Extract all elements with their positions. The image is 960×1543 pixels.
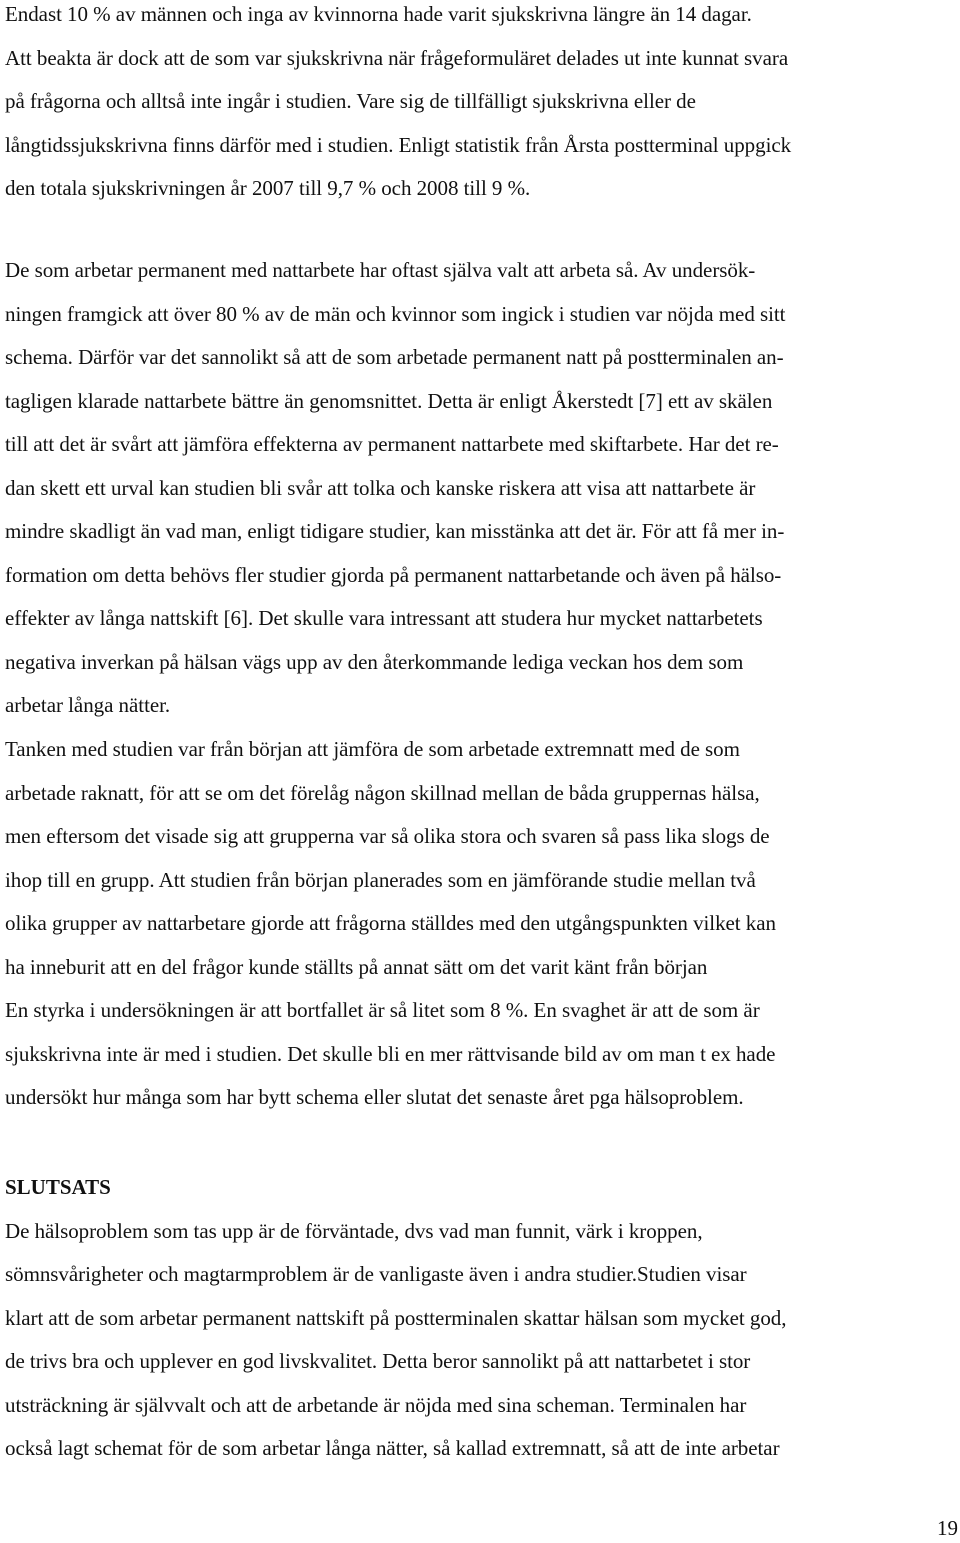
text-line: sjukskrivna inte är med i studien. Det skulle bli en mer rättvisande bild av om man t ex hade bbox=[5, 1041, 776, 1066]
text-line: Tanken med studien var från början att jämföra de som arbetade extremnatt med de som bbox=[5, 737, 740, 761]
text-line: effekter av långa nattskift [6]. Det skulle vara intressant att studera hur mycket nattarbetets bbox=[5, 606, 763, 630]
text-line: negativa inverkan på hälsan vägs upp av den återkommande lediga veckan hos dem som bbox=[5, 649, 744, 674]
text-line: klart att de som arbetar permanent nattskift på postterminalen skattar hälsan som mycket god, bbox=[5, 1305, 787, 1330]
text-line: till att det är svårt att jämföra effekterna av permanent nattarbete med skiftarbete. Har det re- bbox=[5, 432, 779, 456]
text-line: ningen framgick att över 80 % av de män och kvinnor som ingick i studien var nöjda med sitt bbox=[5, 301, 786, 326]
text-line: arbetar långa nätter. bbox=[5, 693, 171, 717]
text-line: Endast 10 % av männen och inga av kvinnorna hade varit sjukskrivna längre än 14 dagar. bbox=[5, 2, 752, 26]
text-line: De som arbetar permanent med nattarbete har oftast själva valt att arbeta så. Av undersök- bbox=[5, 258, 756, 282]
text-line: men eftersom det visade sig att grupperna var så olika stora och svaren så pass lika slogs de bbox=[5, 824, 770, 848]
text-line: mindre skadligt än vad man, enligt tidigare studier, kan misstänka att det är. För att få mer in- bbox=[5, 519, 785, 543]
text-line: ha inneburit att en del frågor kunde ställts på annat sätt om det varit känt från början bbox=[5, 954, 708, 979]
text-line: olika grupper av nattarbetare gjorde att frågorna ställdes med den utgångspunkten vilket kan bbox=[5, 911, 776, 935]
text-line: den totala sjukskrivningen år 2007 till 9,7 % och 2008 till 9 %. bbox=[5, 176, 531, 200]
text-line: undersökt hur många som har bytt schema eller slutat det senaste året pga hälsoproblem. bbox=[5, 1085, 744, 1109]
text-line: Att beakta är dock att de som var sjukskrivna när frågeformuläret delades ut inte kunnat svara bbox=[5, 45, 789, 70]
text-line: de trivs bra och upplever en god livskvalitet. Detta beror sannolikt på att nattarbetet i stor bbox=[5, 1349, 751, 1373]
text-line: En styrka i undersökningen är att bortfallet är så litet som 8 %. En svaghet är att de som är bbox=[5, 998, 760, 1022]
paragraph-study-design bbox=[5, 728, 960, 989]
paragraph-strengths-weaknesses bbox=[5, 989, 960, 1120]
text-line: på frågorna och alltså inte ingår i studien. Vare sig de tillfälligt sjukskrivna eller de bbox=[5, 89, 696, 113]
text-line: formation om detta behövs fler studier gjorda på permanent nattarbetande och även på hälso- bbox=[5, 562, 782, 587]
text-line: De hälsoproblem som tas upp är de förväntade, dvs vad man funnit, värk i kroppen, bbox=[5, 1218, 703, 1243]
section-conclusion bbox=[5, 1166, 960, 1471]
text-line: långtidssjukskrivna finns därför med i studien. Enligt statistik från Årsta postterminal uppgick bbox=[5, 132, 792, 157]
text-line: dan skett ett urval kan studien bli svår att tolka och kanske riskera att visa att nattarbete är bbox=[5, 475, 756, 500]
page-number: 19 bbox=[937, 1516, 958, 1540]
section-heading: SLUTSATS bbox=[5, 1175, 111, 1199]
text-line: schema. Därför var det sannolikt så att de som arbetade permanent natt på postterminalen an- bbox=[5, 345, 784, 369]
text-line: sömnsvårigheter och magtarmproblem är de vanligaste även i andra studier.Studien visar bbox=[5, 1262, 747, 1286]
text-line: arbetade raknatt, för att se om det förelåg någon skillnad mellan de båda gruppernas hälsa, bbox=[5, 780, 760, 805]
text-line: tagligen klarade nattarbete bättre än genomsnittet. Detta är enligt Åkerstedt [7] ett av skälen bbox=[5, 388, 773, 413]
paragraph-sick-leave bbox=[5, 0, 960, 211]
paragraph-permanent-night-work bbox=[5, 249, 960, 728]
text-line: också lagt schemat för de som arbetar långa nätter, så kallad extremnatt, så att de inte arbetar bbox=[5, 1436, 780, 1460]
text-line: utsträckning är självvalt och att de arbetande är nöjda med sina scheman. Terminalen har bbox=[5, 1392, 747, 1417]
text-line: ihop till en grupp. Att studien från början planerades som en jämförande studie mellan två bbox=[5, 867, 756, 892]
